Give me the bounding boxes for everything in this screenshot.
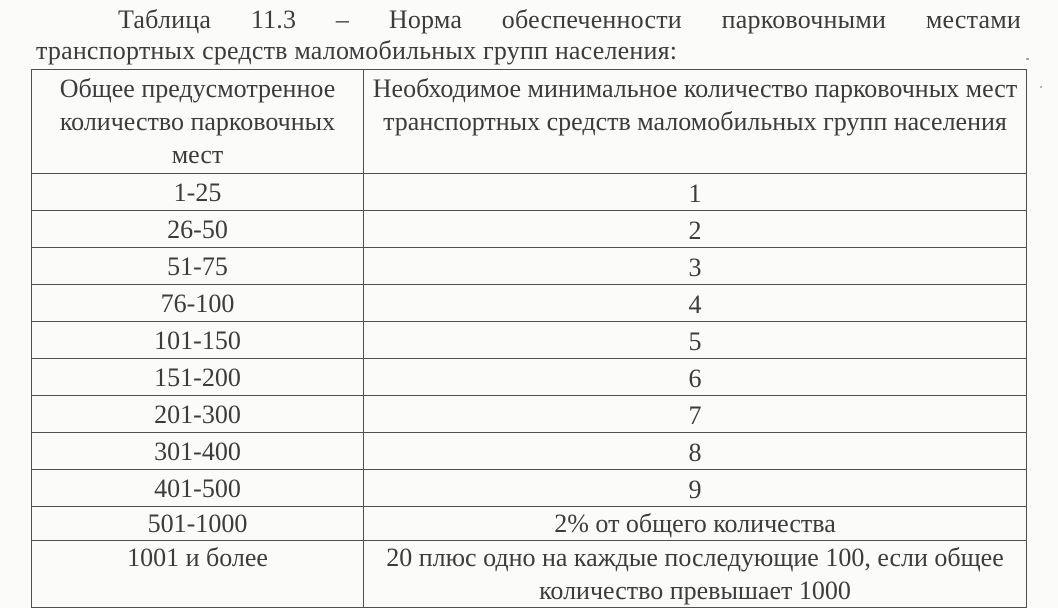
table-row (32, 359, 1027, 396)
scan-speck (1026, 58, 1029, 60)
cell-range: 76-100 (32, 285, 364, 322)
table-header-row (32, 70, 1027, 174)
caption-word: парковочными (721, 5, 887, 34)
cell-value: 1 (364, 174, 1027, 211)
cell-range: 1-25 (32, 174, 364, 211)
column-header-total-spaces: Общее предусмотренное количество парковочных мест (32, 70, 364, 174)
caption-word: – (335, 5, 350, 34)
cell-range: 1001 и более (32, 541, 364, 608)
caption-line-2: транспортных средств маломобильных групп населения: (36, 36, 678, 65)
cell-value: 2 (364, 211, 1027, 248)
table-row (32, 285, 1027, 322)
table-row (32, 174, 1027, 211)
cell-value: 5 (364, 322, 1027, 359)
cell-range: 401-500 (32, 470, 364, 507)
cell-range: 51-75 (32, 248, 364, 285)
cell-value: 4 (364, 285, 1027, 322)
parking-norm-table (31, 69, 1027, 608)
table-row (32, 211, 1027, 248)
cell-value: 3 (364, 248, 1027, 285)
cell-range: 501-1000 (32, 507, 364, 541)
cell-value: 9 (364, 470, 1027, 507)
caption-word: местами (925, 5, 1021, 34)
table-row (32, 433, 1027, 470)
cell-range: 26-50 (32, 211, 364, 248)
table-row (32, 322, 1027, 359)
scan-speck (1040, 86, 1042, 88)
cell-value: 20 плюс одно на каждые последующие 100, если общее количество превышает 1000 (364, 541, 1027, 608)
caption-line-1 (36, 4, 1021, 35)
table-row (32, 507, 1027, 541)
cell-value: 7 (364, 396, 1027, 433)
caption-word: 11.3 (250, 5, 297, 34)
cell-range: 301-400 (32, 433, 364, 470)
cell-range: 151-200 (32, 359, 364, 396)
table-row (32, 396, 1027, 433)
table-row (32, 248, 1027, 285)
cell-value: 8 (364, 433, 1027, 470)
column-header-min-accessible-spaces: Необходимое минимальное количество парковочных мест транспортных средств маломобильных групп населения (364, 70, 1027, 174)
caption-word: Норма (388, 5, 463, 34)
table-row (32, 470, 1027, 507)
table-row (32, 541, 1027, 608)
table-caption (36, 4, 1021, 66)
caption-word: обеспеченности (501, 5, 682, 34)
cell-range: 101-150 (32, 322, 364, 359)
cell-range: 201-300 (32, 396, 364, 433)
cell-value: 6 (364, 359, 1027, 396)
caption-word: Таблица (118, 5, 212, 34)
cell-value: 2% от общего количества (364, 507, 1027, 541)
